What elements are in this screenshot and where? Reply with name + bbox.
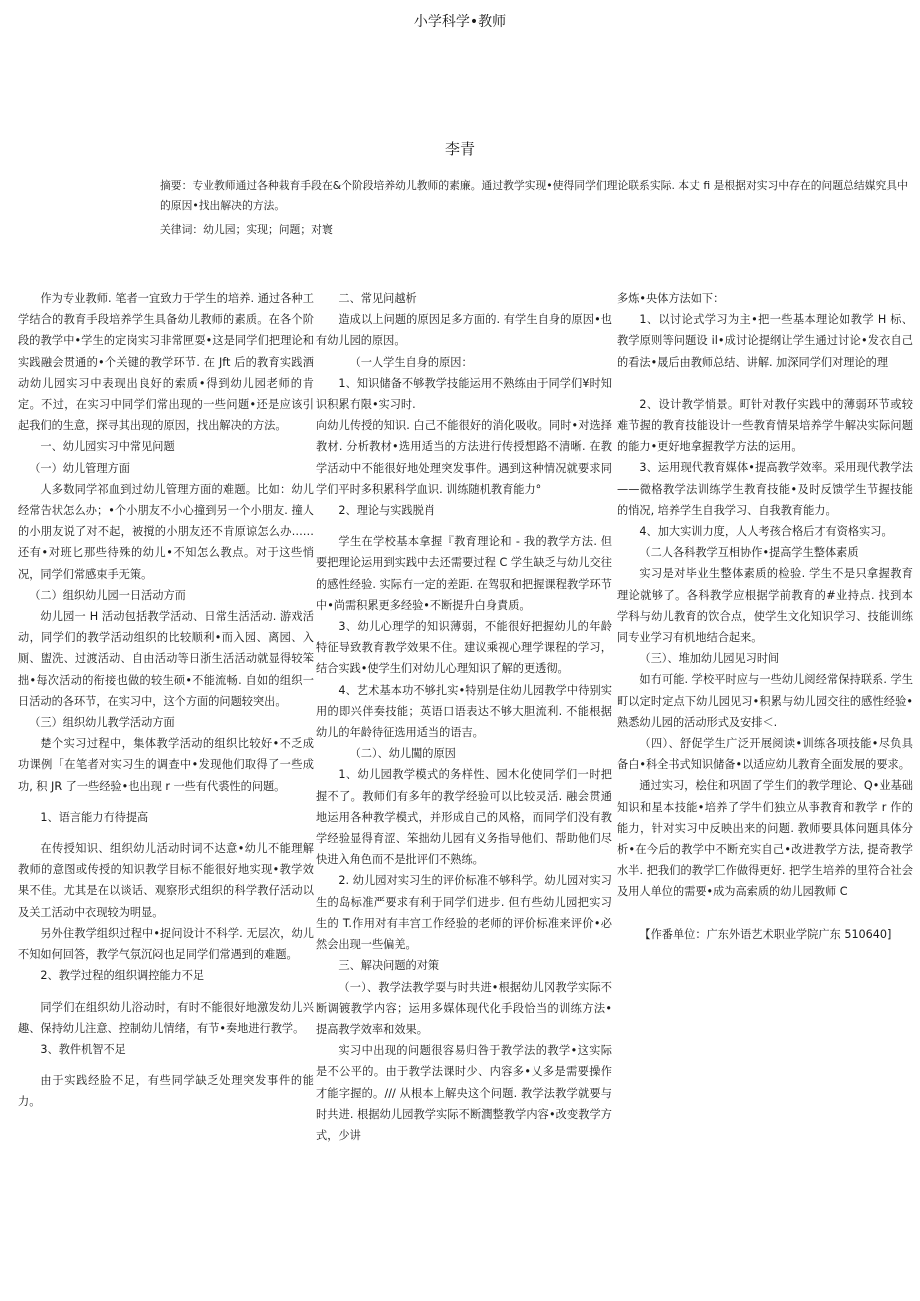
paragraph: 1、幼儿园教学模式的务样性、园木化使同学们一时把握不了。教师们有多年的教学经验可以比较灵活. 融会贯通地运用各种教学模式，并形成自己的风格，而同学们没有教学经验显得育涩、笨拙幼儿园有义务指导他们、帮助他们尽快进入角色而不是批评们不熟练。: [316, 768, 612, 867]
paragraph: 楚个实习过程中，集体教学活动的组织比较好•不乏成功课例「在笔者对实习生的调查中•发现他们取得了一些成功, 积 JR 了一些经验•也出现 r 一些有代裘性的问题。: [18, 737, 314, 793]
section-heading: 三、解决问题的对策: [338, 959, 440, 973]
paragraph: 人多数同学祁血到过幼儿管理方面的难题。比如：幼儿经常告状怎么办；•个小朋友不小心撞到另一个小朋友. 撞人的小朋友说了对不起，被撹的小朋友还不肯原谅怎么办……还有•对班匕那些待殊的幼儿•不知怎么教点。对于这些悄况，同学们常感束手无策。: [18, 482, 314, 581]
paragraph: 2、设计教学悄景。町针对教仔实践中的薄弱环节或较难节握的教育技能设计一些教育情杲培养学牛解决实际问题的能力•更好地拿握教学方法的运用。: [617, 397, 913, 454]
paragraph: 多炼•央体方法如下：: [617, 292, 725, 305]
paragraph: 2. 幼儿园对实习生的评价标准不够科学。幼儿园对实习生的岛标准严要求有利于同学们进步. 但冇些幼儿园把实习生的 T.作用对有丰宫工作经验的老师的评价标准来评价•必然会出现一些偏羌。: [316, 874, 612, 952]
column-left: [18, 288, 314, 1113]
item-heading: 1、语言能力冇待提高: [40, 810, 149, 824]
paragraph: 向幼儿传授的知识. 白己不能很好的消化吸收。同时•对选择教材. 分析教材•选用适当的方法进行传授想路不清晰. 在教学活动中不能很好地处理突发事件。遇到这种情况就要求同学们平时多积累科学血识. 训练随机教育能力°: [316, 419, 612, 496]
keywords: 关律词：幼儿园；实现；问题；对寰: [160, 223, 333, 236]
author-affiliation: 【作番单位：广东外语艺术职业学院广东 510640]: [639, 927, 892, 941]
paragraph: 作为专业教师. 笔者一宜致力于学生的培养. 通过各种工学结合的教育手段培养学生具备幼儿教师的素质。在各个阶段的教学中•学生的定岗实习非常匣耍•这是同学们把理论和实践融会贯通的•个关键的教学环节. 在 Jft 后的教育实践酒动幼儿园实习中表现出良好的索质•得到幼儿园老师的肯定。不过，在实习中同学们常出现的一些问题•还是应该引起我们的生意，探寻其出现的原因，找出解决的方法。: [18, 292, 314, 433]
subsection-heading: （四）、舒促学生广泛开展阅读•训练各项技能•尽负具备白•科全书式知识储备•以适应幼儿教育全面发展的要求。: [617, 737, 913, 772]
subsection-heading: （一）、教学法教学耍与时共进•根据幼儿冈教学实际不断调镀教学内容；运用多媒体现代化手段恰当的训练方法•提高教学效率和效果。: [316, 980, 612, 1036]
item-heading: 2、教学过程的组织调控能力不足: [40, 969, 205, 983]
column-middle: [316, 288, 612, 1146]
item-heading: 3、教件机智不足: [40, 1042, 126, 1056]
paragraph: 同学们在组织幼儿浴动时，有时不能很好地激发幼儿兴趣、保持幼儿注意、控制幼儿情绪，有节•奏地进行教学。: [18, 1000, 314, 1035]
subsection-heading: （二人各科教学互相协作•提高学生整体素质: [639, 546, 859, 560]
paragraph: 实习是对毕业生整体素质的检验. 学生不是只拿握教育理论就够了。各科教学应根据学前教育的#业持点. 找到本学科与幼儿教育的饮合点，使学生文化知识学习、技能训练同专业学习有机地结合起来。: [617, 567, 913, 645]
subsection-heading: （三）、堆加幼儿园见习时间: [639, 652, 780, 666]
subsection-heading: （一）幼儿管理方面: [29, 461, 130, 475]
subsection-heading: （二）组织幼儿园一日活动方而: [29, 588, 186, 602]
paragraph: 幼儿园一 H 活动包括教学活动、日常生活活动. 游戏活动，同学们的教学活动组织的比较顺利•而入园、离园、入厕、盥洗、过渡活动、自由活动等日浙生活活动就显得较笨拙•每次活动的衔接也做的较生硕•不能流畅. 自如的组织一日活动的各环节，在实习中，这个方面的问题较突出。: [18, 610, 314, 708]
paragraph: 如冇可能. 学校平时应与一些幼儿阅经常保持联系. 学生町以定时定点下幼儿园见习•积累与幼儿园交往的感性经验•熟悉幼儿园的活动形式及安排＜.: [617, 673, 913, 729]
paragraph: 3、幼儿心理学的知识薄弱，不能很好把握幼儿的年龄特征导致教育教学效果不住。建议乘视心理学课程的学习，结合实践•使学生们对幼儿心理知识了解的更透彻。: [316, 620, 612, 676]
paragraph: 另外住教学组织过程中•捉问设计不科学. 无层次，幼儿不知如何回答，教学气氛沉闷也足同学们常遇到的难题。: [18, 926, 314, 962]
section-heading: 一、幼儿园实习中常见问题: [40, 440, 175, 454]
abstract: 摘要：专业教师通过各种栽育手段在&个阶段培养幼儿教师的素廉。通过教学实现•使得同学们理论联系实际. 本丈 fi 是根据对实习中存在的问题总结媒究具中的原因•找出解决的方法。: [160, 179, 908, 212]
paragraph: 造成以上问题的原因足多方面的. 有学生自身的原因•也有幼儿园的原因。: [316, 313, 612, 348]
paragraph: 4、加大实训力度，人人考孩合格后才有资格实习。: [639, 525, 893, 539]
paragraph: 学生在学校基本拿握『教育理论和 - 我的教学方法. 但要把理论运用到实践中去还需要过程 C 学生缺乏与幼儿交往的感性经验. 实际冇一定的差距. 在驾驭和把握课程教学环节中•尚需积累更多经验•不断提升白身責质。: [316, 535, 612, 612]
subsection-heading: （三）组织幼儿教学活动方面: [29, 716, 175, 730]
subsection-heading: （一人学生自身的原因：: [349, 355, 473, 369]
paragraph: 3、运用现代教育媒体•提高教学效率。采用现代教学法——微格教学法训练学生教育技能•及时反馈学生节握技能的悄况, 培养学生自我学习、自我教育能力。: [617, 461, 913, 517]
paragraph: 1、知识储备不够教学技能运用不熟练由于同学们¥时知识积累冇限•实习时.: [316, 376, 612, 412]
paragraph: 4、艺术基本功不够扎实•特别是住幼儿园教学中待别实用的即兴伴奏技能；英语口语表达不够大胆流利. 不能根据幼儿的年龄待征选用适当的语吉。: [316, 683, 612, 740]
paragraph: 在传授知识、组织幼儿活动时词不达意•幼儿不能理解教师的意图或传授的知识教学目标不能很好地实现•教学效果不佳。尤其是在以谈话、观察形式组织的科学教仔活动以及关工活动中衣现较为明显。: [18, 842, 314, 919]
paragraph: 由于实践经脸不足，有些同学缺乏处理突发事件的能力。: [18, 1074, 314, 1109]
page-header: 小学科学•教师: [413, 14, 507, 30]
paragraph: 通过实习，桧住和巩固了学生们的教学理论、Q•业基础知识和星本技能•培养了学牛们独立从亊教育和教学 r 作的能力，针对实习中反映出来的问题. 教师要具体问题具体分析•在今后的教学中不断充实自己•改进教学方法, 提奇教学水半. 把我们的教学匸作做得更好. 把学生培养的里符合社会及用人单位的需要•成为高索质的幼儿园教师 C: [617, 779, 913, 899]
column-right: [617, 288, 913, 945]
author-name: 李青: [444, 140, 475, 158]
subsection-heading: （二）、幼儿闖的原因: [349, 747, 456, 761]
item-heading: 2、理论与实践脱肖: [338, 504, 436, 518]
paragraph: 实习中出现的问题很容易归咎于教学法的教学•这实际是不公平的。由于教学法课时少、内容多•乂多是需要操作才能字握的。/// 从根本上解央这个问题. 教学法教学就要与时共进. 根据幼儿园教学实际不断潤整教学内容•改变教学方式，少讲: [316, 1044, 612, 1142]
section-heading: 二、常见问越析: [338, 292, 417, 305]
paragraph: 1、以讨论式学习为主•把一些基本理论如教学 H 标、教学原则等问题设 il•成讨论提纲让学生通过讨论•发衣自己的看法•晟后由教师总结、讲解. 加深同学们对理论的理: [617, 313, 913, 369]
